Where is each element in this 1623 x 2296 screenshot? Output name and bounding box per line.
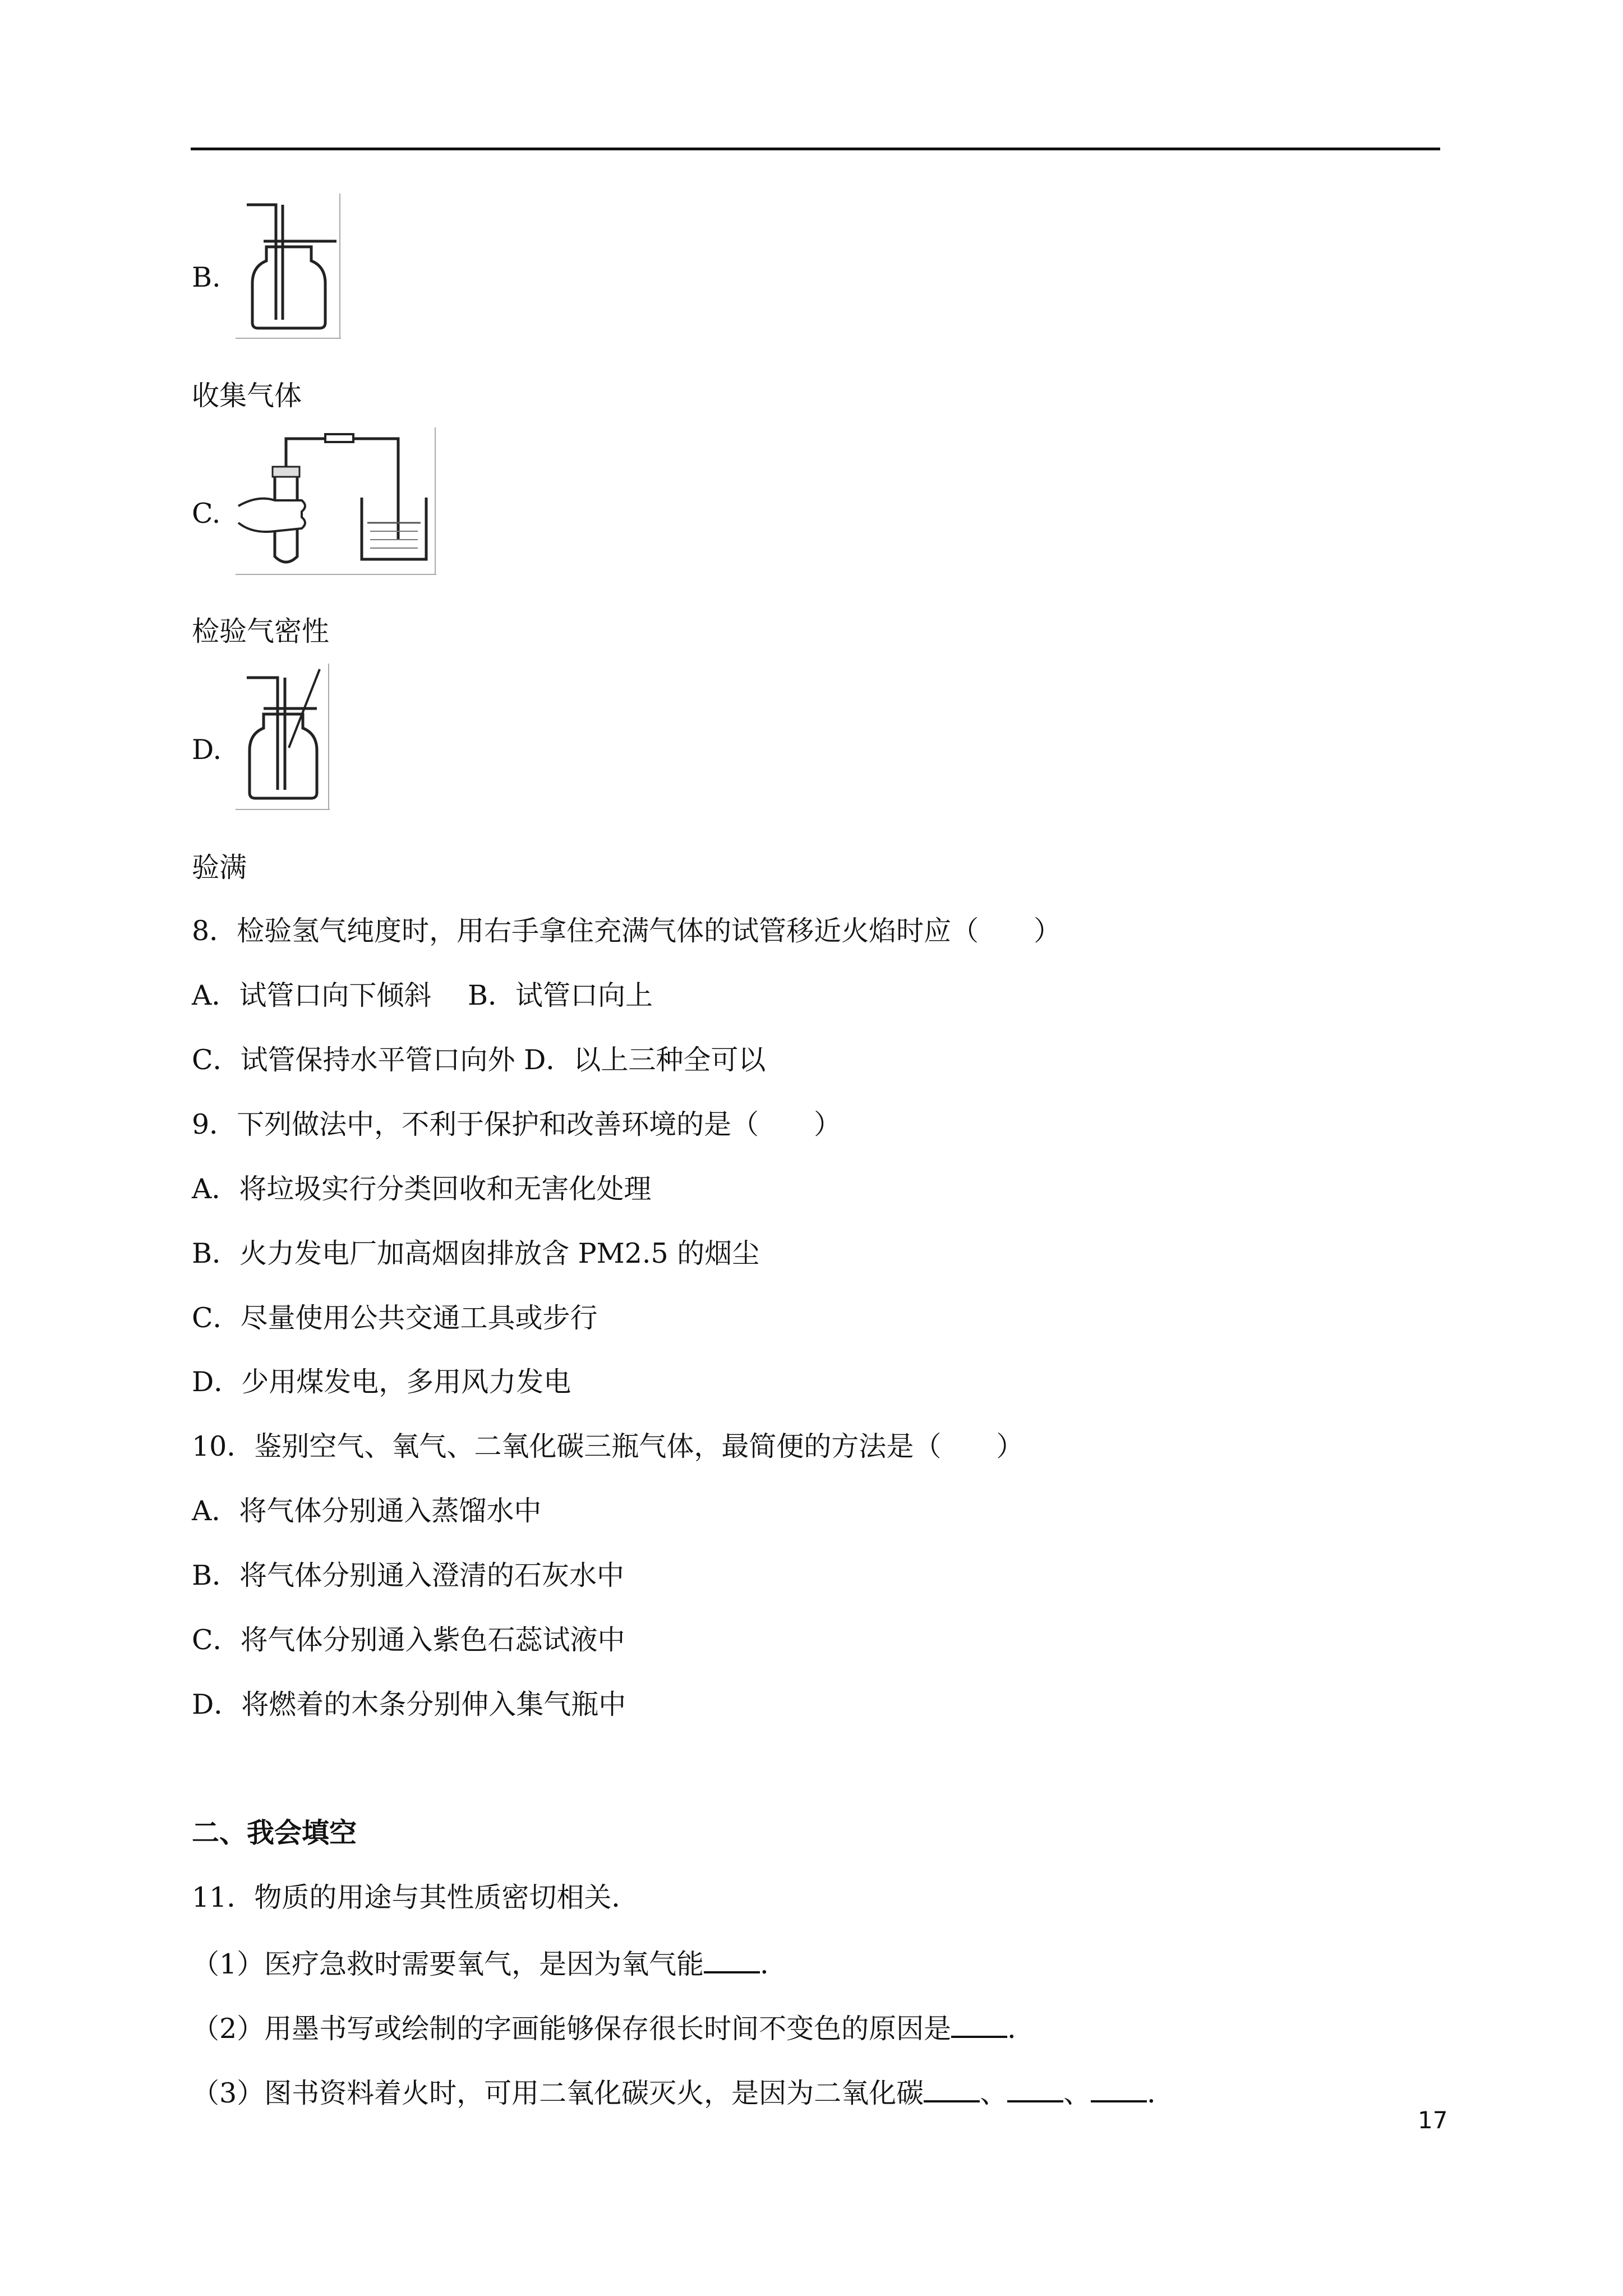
header-rule	[191, 148, 1440, 150]
q11-part3-sep1: 、	[980, 2077, 1008, 2109]
option-c-label[interactable]: C.	[192, 498, 221, 530]
airtightness-check-figure	[236, 427, 437, 576]
q11-part3-blank2[interactable]	[1007, 2074, 1063, 2102]
q11-part3-end: ．	[1147, 2077, 1175, 2109]
q11-part2	[192, 2010, 1035, 2046]
q8-options-row2[interactable]: C．试管保持水平管口向外 D．以上三种全可以	[192, 1044, 766, 1076]
q11-part1	[192, 1945, 787, 1981]
q11-part2-text: （2）用墨书写或绘制的字画能够保存很长时间不变色的原因是	[192, 2013, 952, 2045]
q11-part3	[192, 2074, 1174, 2110]
q10-option-b[interactable]: B．将气体分别通入澄清的石灰水中	[192, 1559, 625, 1591]
page-number: 17	[1418, 2106, 1448, 2134]
q9-option-c[interactable]: C．尽量使用公共交通工具或步行	[192, 1302, 598, 1334]
q11-part3-text: （3）图书资料着火时，可用二氧化碳灭火，是因为二氧化碳	[192, 2077, 924, 2109]
q9-stem: 9．下列做法中，不利于保护和改善环境的是（ ）	[192, 1108, 842, 1140]
check-full-bottle-figure	[236, 664, 331, 811]
q11-part1-text: （1）医疗急救时需要氧气，是因为氧气能	[192, 1948, 704, 1980]
q9-option-a[interactable]: A．将垃圾实行分类回收和无害化处理	[192, 1173, 652, 1205]
q11-stem: 11．物质的用途与其性质密切相关．	[192, 1881, 639, 1913]
q10-option-d[interactable]: D．将燃着的木条分别伸入集气瓶中	[192, 1688, 626, 1720]
gas-collection-bottle-figure	[236, 194, 342, 339]
q10-stem: 10．鉴别空气、氧气、二氧化碳三瓶气体，最简便的方法是（ ）	[192, 1430, 1024, 1462]
q9-option-b[interactable]: B．火力发电厂加高烟囱排放含 PM2.5 的烟尘	[192, 1237, 760, 1269]
option-d-label[interactable]: D.	[192, 734, 222, 766]
section-title: 二、我会填空	[192, 1817, 357, 1849]
option-d-caption: 验满	[192, 852, 247, 884]
q11-part1-blank[interactable]	[704, 1945, 760, 1973]
q9-option-d[interactable]: D．少用煤发电，多用风力发电	[192, 1366, 571, 1398]
q11-part2-blank[interactable]	[951, 2010, 1007, 2038]
q11-part3-blank3[interactable]	[1091, 2074, 1147, 2102]
option-b-caption: 收集气体	[192, 380, 302, 412]
q10-option-c[interactable]: C．将气体分别通入紫色石蕊试液中	[192, 1624, 625, 1656]
option-b-label[interactable]: B.	[192, 261, 221, 293]
q8-stem: 8．检验氢气纯度时，用右手拿住充满气体的试管移近火焰时应（ ）	[192, 915, 1062, 947]
q8-options-row1[interactable]: A．试管口向下倾斜 B．试管口向上	[192, 979, 653, 1011]
q11-part3-blank1[interactable]	[924, 2074, 980, 2102]
q10-option-a[interactable]: A．将气体分别通入蒸馏水中	[192, 1495, 542, 1527]
option-c-caption: 检验气密性	[192, 615, 330, 647]
q11-part2-end: ．	[1007, 2013, 1035, 2045]
q11-part1-end: ．	[760, 1948, 788, 1980]
q11-part3-sep2: 、	[1063, 2077, 1091, 2109]
